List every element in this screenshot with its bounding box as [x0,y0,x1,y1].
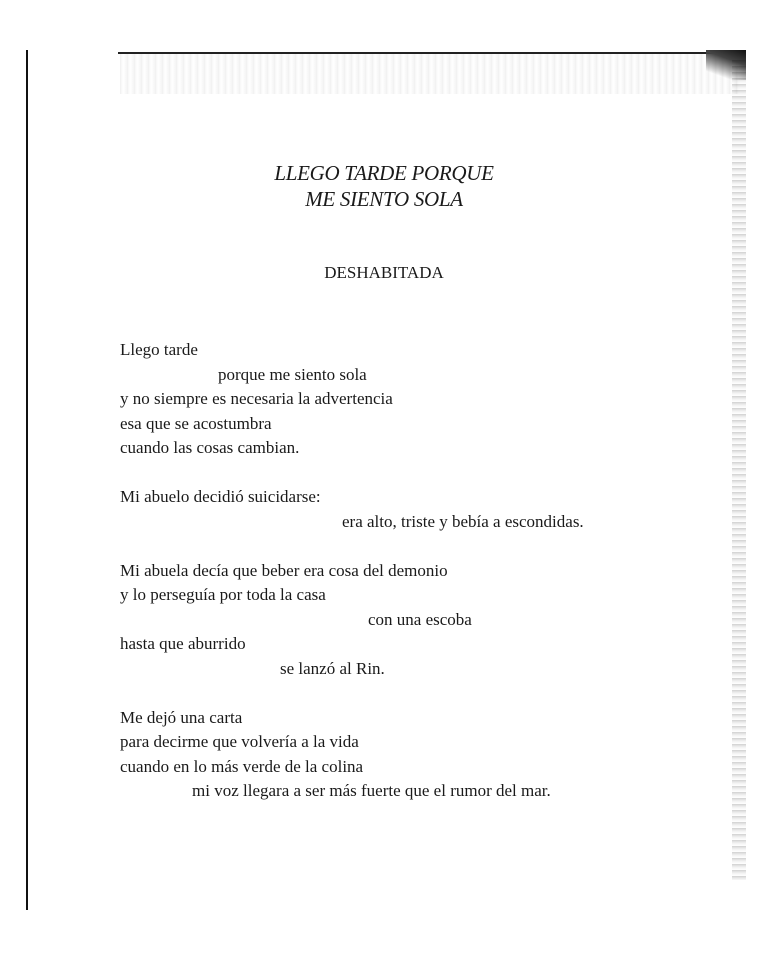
stanza-break [120,534,680,559]
poem-line: mi voz llegara a ser más fuerte que el rumor del mar. [192,781,551,800]
title-line-2: ME SIENTO SOLA [305,187,463,211]
poem-line: Llego tarde [120,340,198,359]
poem-line: con una escoba [368,609,472,629]
poem-line: porque me siento sola [218,364,367,384]
poem-body [120,338,680,804]
poem-line: cuando en lo más verde de la colina [120,756,364,776]
stanza-break [120,681,680,706]
title-line-1: LLEGO TARDE PORQUE [274,161,494,185]
poem-collection-title [0,160,768,212]
poem-line: esa que se acostumbra [120,413,272,433]
poem-line: para decirme que volvería a la vida [120,732,359,751]
poem-line: y no siempre es necesaria la advertencia [120,389,393,408]
stanza-break [120,461,680,486]
poem-title: DESHABITADA [324,263,444,282]
poem-line: Mi abuelo decidió suicidarse: [120,487,321,506]
poem-line: se lanzó al Rin. [280,658,385,678]
scan-noise [120,54,740,94]
poem-line: hasta que aburrido [120,634,246,653]
poem-line: Me dejó una carta [120,707,243,727]
poem-line: Mi abuela decía que beber era cosa del demonio [120,560,448,580]
poem-line: era alto, triste y bebía a escondidas. [342,511,584,531]
poem-line: y lo perseguía por toda la casa [120,585,326,604]
poem-line: cuando las cosas cambian. [120,438,300,457]
